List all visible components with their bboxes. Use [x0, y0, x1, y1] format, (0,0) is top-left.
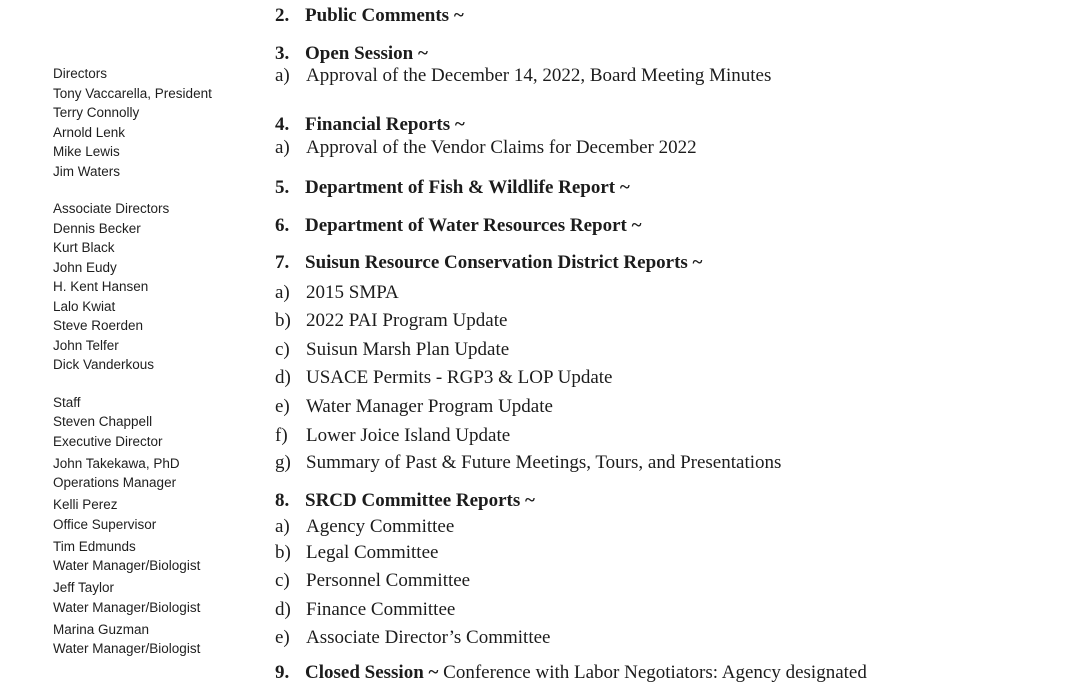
section-title: Suisun Resource Conservation District Reports ~ — [305, 252, 703, 273]
staff-name: John Takekawa, PhD — [53, 455, 180, 471]
staff-role: Water Manager/Biologist — [53, 641, 201, 657]
item-letter: a) — [275, 65, 290, 86]
item-letter: b) — [275, 542, 291, 563]
item-text: Lower Joice Island Update — [306, 425, 511, 446]
agenda-item-7d — [275, 367, 612, 389]
director-name: Jim Waters — [53, 163, 120, 179]
item-text: Finance Committee — [306, 599, 456, 620]
item-text: 2022 PAI Program Update — [306, 310, 508, 331]
item-text: Approval of the Vendor Claims for December 2022 — [306, 137, 697, 158]
item-text: Water Manager Program Update — [306, 396, 553, 417]
item-letter: a) — [275, 282, 290, 303]
associate-director-name: Kurt Black — [53, 240, 115, 255]
item-text: Suisun Marsh Plan Update — [306, 339, 510, 360]
section-title: SRCD Committee Reports ~ — [305, 490, 535, 511]
staff-name: Tim Edmunds — [53, 538, 136, 554]
agenda-item-4a — [275, 137, 697, 159]
agenda-item-7f — [275, 425, 510, 447]
section-title: Closed Session ~ — [305, 662, 439, 683]
agenda-section-3 — [275, 43, 428, 65]
agenda-item-3a — [275, 65, 771, 87]
associate-director-name: Dick Vanderkous — [53, 357, 155, 372]
item-letter: d) — [275, 599, 291, 620]
item-text: USACE Permits - RGP3 & LOP Update — [306, 367, 613, 388]
agenda-item-7g — [275, 452, 781, 474]
agenda-item-8d — [275, 599, 455, 621]
staff-member — [53, 454, 253, 493]
staff-name: Kelli Perez — [53, 497, 118, 513]
item-letter: a) — [275, 137, 290, 158]
agenda-section-2 — [275, 5, 464, 27]
staff-heading: Staff — [53, 394, 81, 410]
associate-director-name: H. Kent Hansen — [53, 279, 149, 294]
staff-member — [53, 578, 253, 617]
staff-role: Water Manager/Biologist — [53, 599, 201, 615]
section-description: Conference with Labor Negotiators: Agency designated — [443, 662, 867, 683]
staff-member — [53, 537, 253, 576]
section-number: 7. — [275, 252, 290, 273]
section-title: Public Comments ~ — [305, 5, 464, 26]
agenda-item-8e — [275, 627, 550, 649]
staff-name: Steven Chappell — [53, 414, 153, 429]
item-text: Associate Director’s Committee — [306, 627, 551, 648]
staff-group — [53, 393, 253, 659]
section-number: 5. — [275, 177, 290, 198]
associate-directors-group — [53, 199, 253, 375]
section-number: 3. — [275, 43, 290, 64]
associate-director-name: Lalo Kwiat — [53, 298, 116, 314]
item-letter: e) — [275, 396, 290, 417]
section-title: Open Session ~ — [305, 43, 428, 64]
staff-role: Executive Director — [53, 433, 163, 449]
section-number: 4. — [275, 114, 290, 135]
staff-role: Water Manager/Biologist — [53, 558, 201, 574]
section-title: Department of Fish & Wildlife Report ~ — [305, 177, 630, 198]
agenda-item-8a — [275, 516, 454, 538]
staff-member — [53, 620, 253, 659]
section-title: Department of Water Resources Report ~ — [305, 215, 642, 236]
section-number: 6. — [275, 215, 290, 236]
agenda-section-7 — [275, 252, 702, 274]
item-text: Approval of the December 14, 2022, Board Meeting Minutes — [306, 65, 772, 86]
associate-director-name: John Eudy — [53, 259, 117, 275]
associate-director-name: Steve Roerden — [53, 318, 144, 333]
staff-member — [53, 495, 253, 534]
item-letter: c) — [275, 339, 290, 360]
item-text: Agency Committee — [306, 516, 455, 537]
associate-directors-heading: Associate Directors — [53, 201, 170, 216]
section-number: 9. — [275, 662, 290, 683]
section-number: 2. — [275, 5, 290, 26]
agenda-section-6 — [275, 215, 642, 237]
director-name: Terry Connolly — [53, 105, 140, 120]
directors-group — [53, 64, 253, 181]
item-letter: f) — [275, 425, 288, 446]
agenda-item-7e — [275, 396, 553, 418]
item-letter: b) — [275, 310, 291, 331]
agenda-item-7a — [275, 282, 399, 304]
item-letter: d) — [275, 367, 291, 388]
staff-member — [53, 412, 253, 451]
agenda-item-7c — [275, 339, 509, 361]
item-letter: e) — [275, 627, 290, 648]
staff-name: Marina Guzman — [53, 621, 150, 637]
director-name: Arnold Lenk — [53, 124, 126, 140]
item-letter: a) — [275, 516, 290, 537]
agenda-item-7b — [275, 310, 507, 332]
agenda-item-8b — [275, 542, 438, 564]
staff-role: Office Supervisor — [53, 516, 157, 532]
director-name: Mike Lewis — [53, 144, 120, 159]
item-text: Summary of Past & Future Meetings, Tours, and Presentations — [306, 452, 782, 473]
staff-role: Operations Manager — [53, 475, 177, 491]
item-letter: c) — [275, 570, 290, 591]
agenda-item-8c — [275, 570, 470, 592]
agenda-section-8 — [275, 490, 535, 512]
section-title: Financial Reports ~ — [305, 114, 465, 135]
associate-director-name: Dennis Becker — [53, 220, 141, 236]
section-number: 8. — [275, 490, 290, 511]
associate-director-name: John Telfer — [53, 337, 119, 353]
agenda-section-5 — [275, 177, 630, 199]
director-name: Tony Vaccarella, President — [53, 85, 212, 101]
agenda-section-9 — [275, 662, 867, 684]
sidebar-roster — [53, 64, 253, 677]
staff-name: Jeff Taylor — [53, 580, 115, 596]
item-text: Legal Committee — [306, 542, 439, 563]
item-letter: g) — [275, 452, 291, 473]
directors-heading: Directors — [53, 66, 108, 81]
agenda-section-4 — [275, 114, 465, 136]
item-text: Personnel Committee — [306, 570, 471, 591]
item-text: 2015 SMPA — [306, 282, 399, 303]
